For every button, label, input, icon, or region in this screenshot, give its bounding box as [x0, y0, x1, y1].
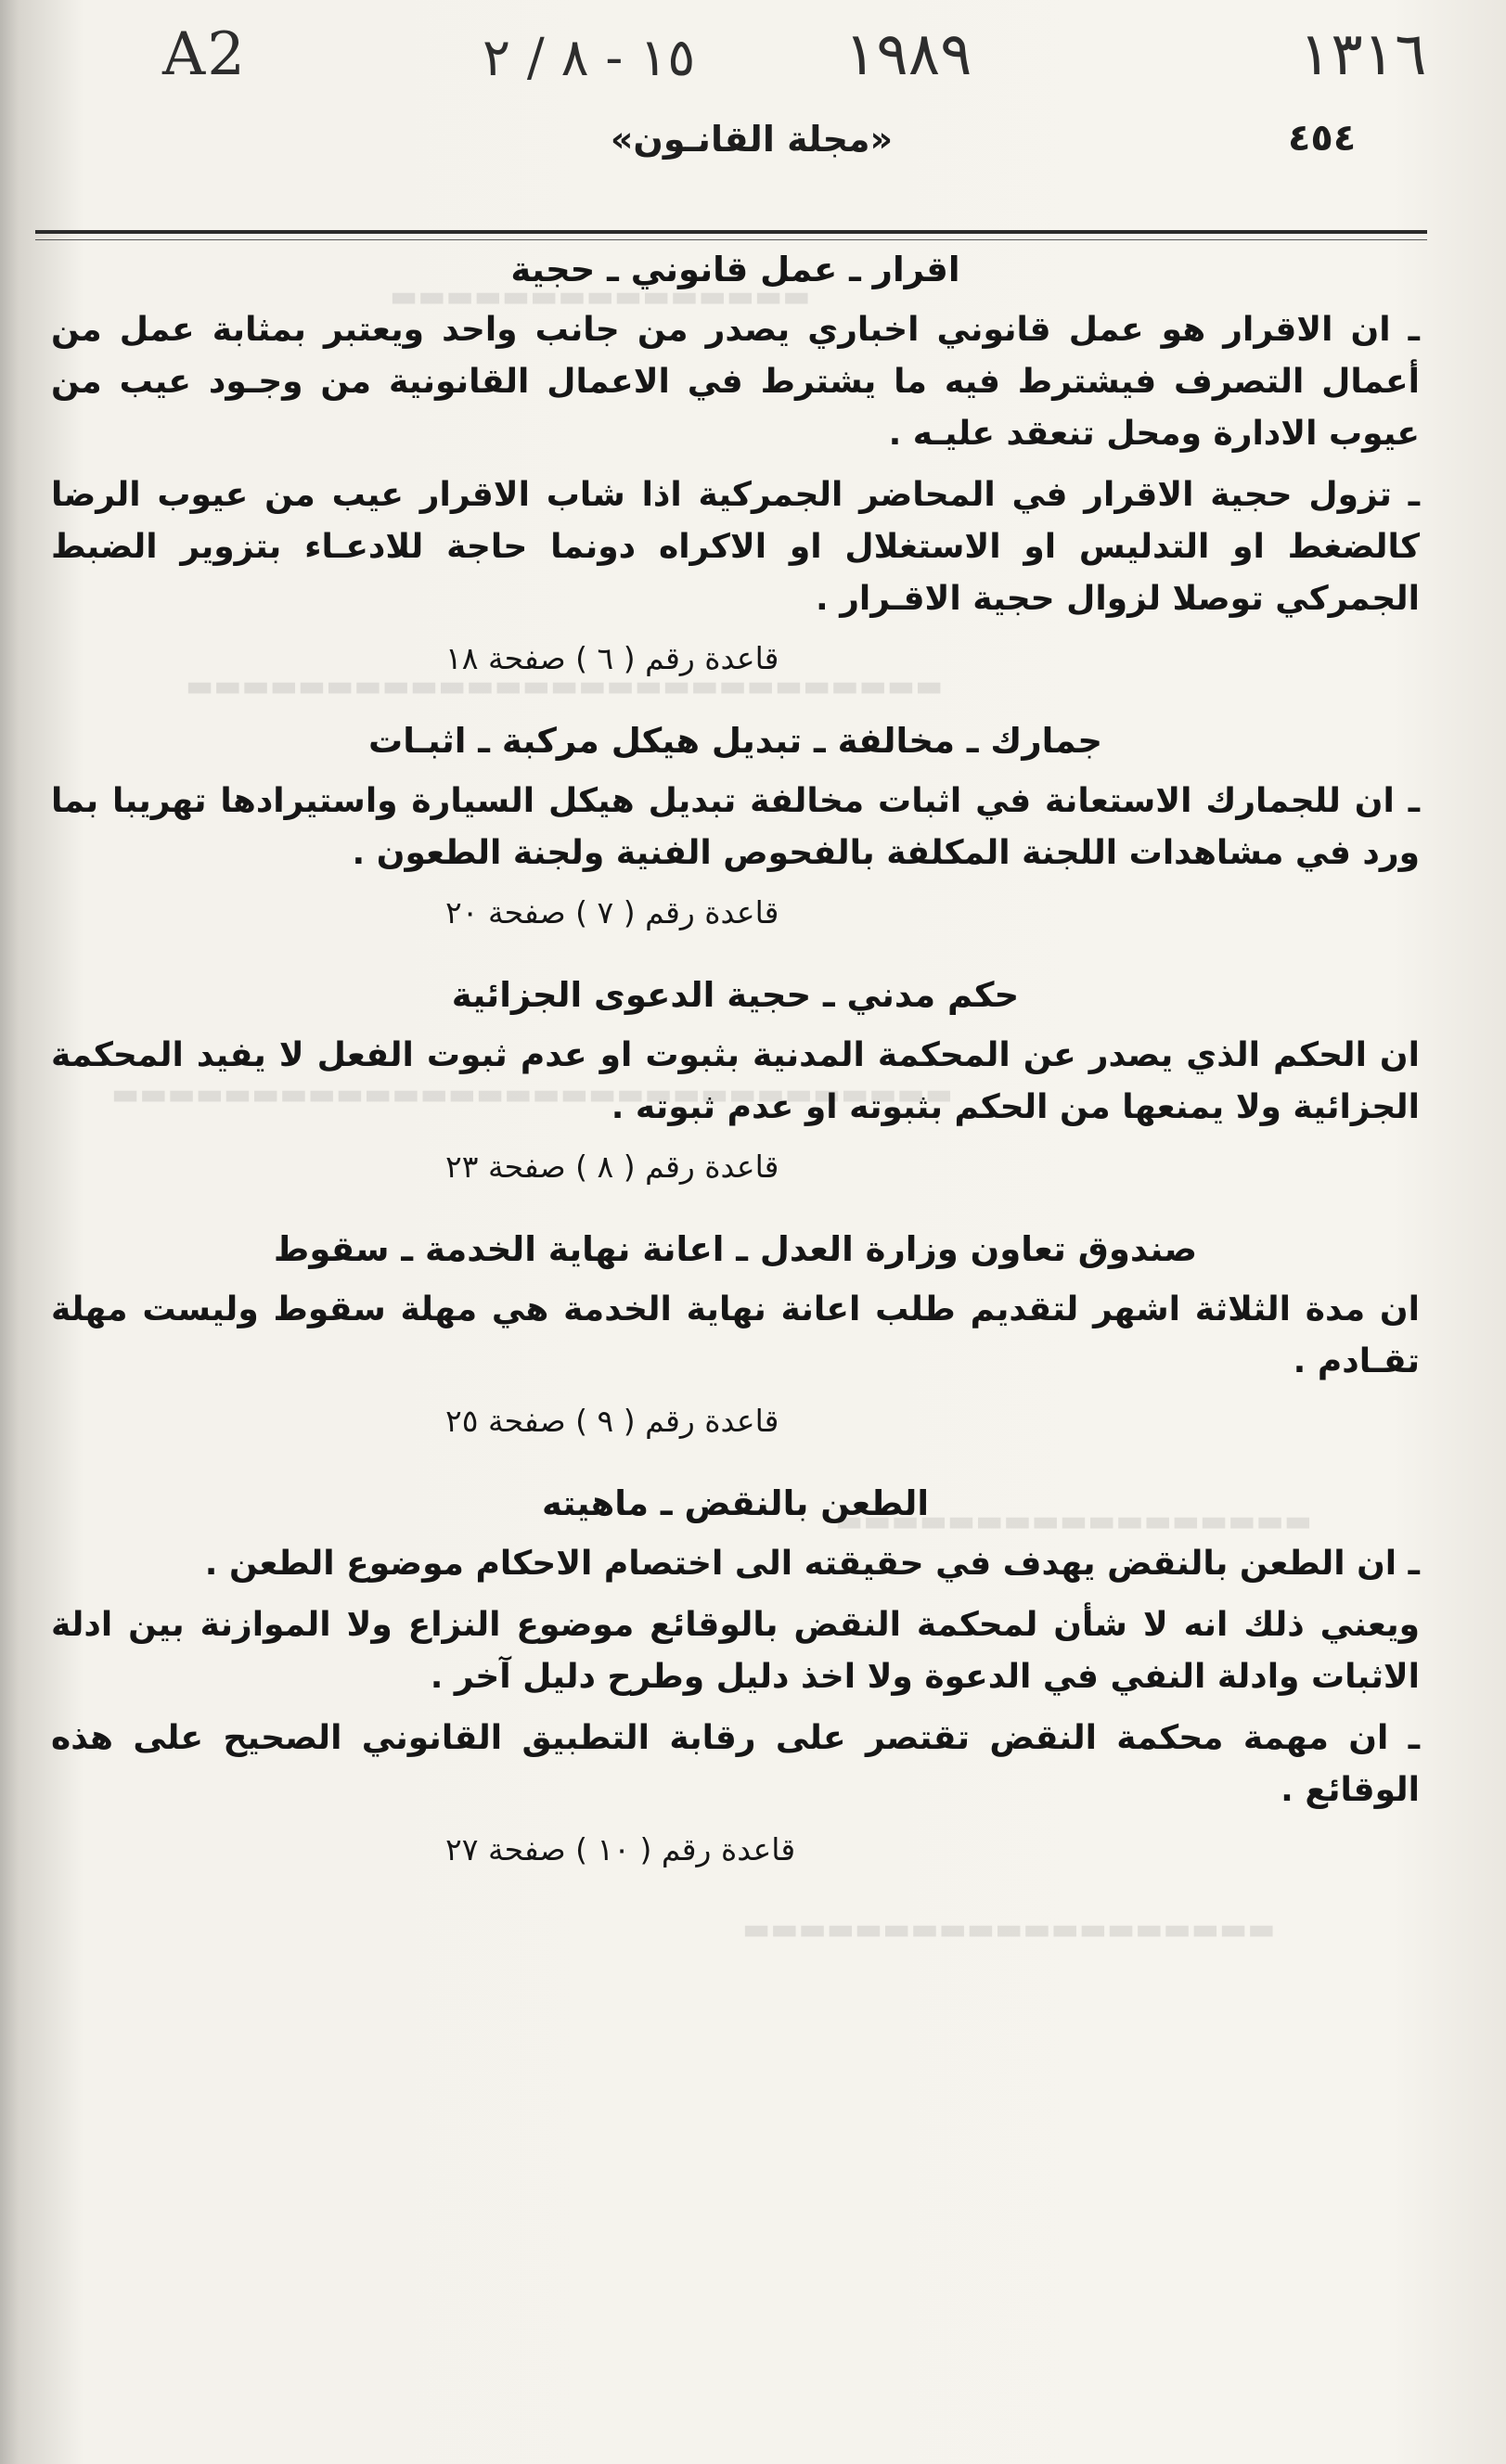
bleed-through-mark: ▬▬▬▬▬▬▬▬▬▬▬▬▬▬▬▬▬ — [835, 1503, 1312, 1538]
page-number: ٤٥٤ — [1288, 117, 1357, 160]
rule-reference: قاعدة رقم ( ٩ ) صفحة ٢٥ — [445, 1403, 779, 1439]
digest-content — [51, 243, 1420, 1906]
rule-reference: قاعدة رقم ( ٨ ) صفحة ٢٣ — [445, 1149, 779, 1185]
handwritten-note-middle: ١٥ - ٨ / ٢ — [483, 28, 696, 88]
digest-entry — [51, 1223, 1420, 1445]
digest-entry — [51, 969, 1420, 1191]
bleed-through-mark: ▬▬▬▬▬▬▬▬▬▬▬▬▬▬▬ — [390, 278, 811, 314]
entry-paragraph: ـ ان الطعن بالنقض يهدف في حقيقته الى اختصام الاحكام موضوع الطعن . — [204, 1545, 1420, 1583]
handwritten-note-right: ١٣١٦ — [1299, 20, 1427, 89]
entry-paragraph: ـ تزول حجية الاقرار في المحاضر الجمركية اذا شاب الاقرار عيب من عيوب الرضا كالضغط او التدليس او الاستغلال او الاكراه دونما حاجة للادعـاء بتزوير الضبط الجمركي توصلا لزوال حجية الاقـرار . — [51, 476, 1420, 618]
entry-paragraph: ويعني ذلك انه لا شأن لمحكمة النقض بالوقائع موضوع النزاع ولا الموازنة بين ادلة الاثبات وادلة النفي في الدعوة ولا اخذ دليل وطرح دليل آخر . — [51, 1606, 1420, 1696]
rule-reference: قاعدة رقم ( ٧ ) صفحة ٢٠ — [445, 894, 779, 930]
entry-paragraph: ـ ان الاقرار هو عمل قانوني اخباري يصدر من جانب واحد ويعتبر بمثابة عمل من أعمال التصرف فيشترط فيه ما يشترط في الاعمال القانونية من وجـود عيب من عيوب الادارة ومحل تنعقد عليـه . — [51, 311, 1420, 453]
entry-heading: جمارك ـ مخالفة ـ تبديل هيكل مركبة ـ اثبـات — [368, 721, 1102, 761]
handwritten-year: ١٩٨٩ — [844, 20, 972, 89]
digest-entry — [51, 243, 1420, 683]
handwritten-note-left: A2 — [162, 20, 247, 89]
digest-entry — [51, 714, 1420, 937]
rule-reference: قاعدة رقم ( ١٠ ) صفحة ٢٧ — [445, 1831, 796, 1867]
entry-paragraph: ـ ان مهمة محكمة النقض تقتصر على رقابة التطبيق القانوني الصحيح على هذه الوقائع . — [51, 1719, 1420, 1809]
journal-title: «مجلة القانـون» — [610, 119, 894, 160]
header-divider — [35, 230, 1427, 234]
entry-heading: اقرار ـ عمل قانوني ـ حجية — [510, 250, 960, 289]
entry-heading: حكم مدني ـ حجية الدعوى الجزائية — [451, 975, 1020, 1015]
entry-paragraph: ـ ان للجمارك الاستعانة في اثبات مخالفة تبديل هيكل السيارة واستيرادها تهريبا بما ورد في مشاهدات اللجنة المكلفة بالفحوص الفنية ولجنة الطعون . — [51, 782, 1420, 872]
bleed-through-mark: ▬▬▬▬▬▬▬▬▬▬▬▬▬▬▬▬▬▬▬ — [742, 1911, 1276, 1946]
entry-heading: الطعن بالنقض ـ ماهيته — [541, 1483, 930, 1523]
bleed-through-mark: ▬▬▬▬▬▬▬▬▬▬▬▬▬▬▬▬▬▬▬▬▬▬▬▬▬▬▬▬▬▬ — [111, 1076, 954, 1111]
digest-entry — [51, 1477, 1420, 1874]
bleed-through-mark: ▬▬▬▬▬▬▬▬▬▬▬▬▬▬▬▬▬▬▬▬▬▬▬▬▬▬▬ — [186, 668, 944, 703]
entry-paragraph: ان مدة الثلاثة اشهر لتقديم طلب اعانة نهاية الخدمة هي مهلة سقوط وليست مهلة تقـادم . — [51, 1290, 1420, 1380]
entry-heading: صندوق تعاون وزارة العدل ـ اعانة نهاية الخدمة ـ سقوط — [273, 1229, 1198, 1269]
header-divider-thin — [35, 239, 1427, 240]
rule-reference: قاعدة رقم ( ٦ ) صفحة ١٨ — [445, 640, 779, 676]
entry-paragraph: ان الحكم الذي يصدر عن المحكمة المدنية بثبوت او عدم ثبوت الفعل لا يفيد المحكمة الجزائية ولا يمنعها من الحكم بثبوته او عدم ثبوته . — [51, 1036, 1420, 1126]
